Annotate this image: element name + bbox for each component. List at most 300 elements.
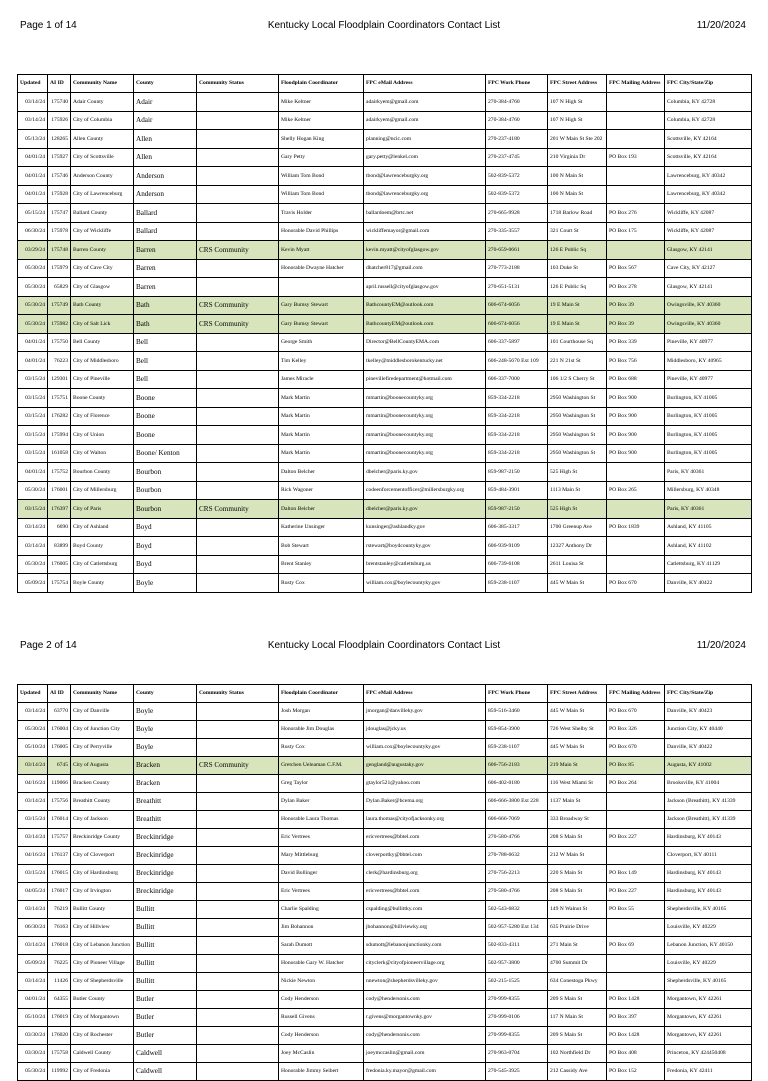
email-cell: adairkyem@gmail.com — [364, 111, 486, 130]
mailing-address-cell: PO Box 69 — [607, 937, 665, 955]
community-status-cell — [197, 426, 279, 445]
column-header: AI ID — [48, 685, 71, 703]
table-row — [18, 352, 752, 371]
table-row — [18, 370, 752, 389]
mailing-address-cell: PO Box 264 — [607, 775, 665, 793]
table-row — [18, 93, 752, 112]
street-address-cell: 201 W Main St Ste 202 — [548, 130, 607, 149]
updated-cell: 03/14/24 — [18, 518, 48, 537]
mailing-address-cell — [607, 93, 665, 112]
column-header: County — [134, 685, 197, 703]
table-row — [18, 481, 752, 500]
email-cell: planning@ncic.com — [364, 130, 486, 149]
community-status-cell — [197, 955, 279, 973]
community-name-cell: City of Ashland — [71, 518, 134, 537]
community-name-cell: City of Junction City — [71, 721, 134, 739]
street-address-cell: 2950 Washington St — [548, 426, 607, 445]
mailing-address-cell: PO Box 193 — [607, 148, 665, 167]
street-address-cell: 726 West Shelby St — [548, 721, 607, 739]
work-phone-cell: 270-384-4760 — [486, 93, 548, 112]
mailing-address-cell — [607, 537, 665, 556]
county-cell: Butler — [134, 1027, 197, 1045]
work-phone-cell: 606-939-9109 — [486, 537, 548, 556]
mailing-address-cell: PO Box 85 — [607, 757, 665, 775]
county-cell: Breathitt — [134, 793, 197, 811]
table-row — [18, 847, 752, 865]
column-header: FPC eMail Address — [364, 685, 486, 703]
mailing-address-cell — [607, 185, 665, 204]
updated-cell: 03/15/24 — [18, 865, 48, 883]
ai-id-cell: 176397 — [48, 500, 71, 519]
column-header: Community Status — [197, 685, 279, 703]
city-state-zip-cell: Catlettsburg, KY 41129 — [665, 555, 752, 574]
community-name-cell: City of Fredonia — [71, 1063, 134, 1081]
updated-cell: 05/10/24 — [18, 739, 48, 757]
ai-id-cell: 129301 — [48, 370, 71, 389]
city-state-zip-cell: Millersburg, KY 40348 — [665, 481, 752, 500]
table-row — [18, 937, 752, 955]
work-phone-cell: 606-248-5670 Ext 109 — [486, 352, 548, 371]
work-phone-cell: 270-384-4760 — [486, 111, 548, 130]
updated-cell: 03/14/24 — [18, 937, 48, 955]
coordinator-cell: Honorable Dwayne Hatcher — [279, 259, 364, 278]
ai-id-cell: 175750 — [48, 333, 71, 352]
updated-cell: 03/14/24 — [18, 901, 48, 919]
community-status-cell — [197, 1045, 279, 1063]
email-cell: BathcountyEM@outlook.com — [364, 315, 486, 334]
updated-cell: 04/01/24 — [18, 333, 48, 352]
coordinator-cell: George Smith — [279, 333, 364, 352]
city-state-zip-cell: Owingsville, KY 40360 — [665, 315, 752, 334]
county-cell: Bell — [134, 333, 197, 352]
ai-id-cell: 175740 — [48, 93, 71, 112]
county-cell: Barren — [134, 278, 197, 297]
street-address-cell: 106 1/2 S Cherry St — [548, 370, 607, 389]
ai-id-cell: 175746 — [48, 167, 71, 186]
email-cell: cody@hendersonis.com — [364, 1027, 486, 1045]
community-status-cell: CRS Community — [197, 296, 279, 315]
mailing-address-cell: PO Box 408 — [607, 1045, 665, 1063]
community-status-cell — [197, 481, 279, 500]
work-phone-cell: 270-999-0106 — [486, 1009, 548, 1027]
table-row — [18, 555, 752, 574]
ai-id-cell: 176015 — [48, 865, 71, 883]
city-state-zip-cell: Glasgow, KY 42141 — [665, 278, 752, 297]
mailing-address-cell: PO Box 900 — [607, 407, 665, 426]
updated-cell: 04/01/24 — [18, 148, 48, 167]
street-address-cell: 1137 Main St — [548, 793, 607, 811]
work-phone-cell: 270-773-2188 — [486, 259, 548, 278]
mailing-address-cell: PO Box 567 — [607, 259, 665, 278]
street-address-cell: 126 E Public Sq — [548, 241, 607, 260]
community-status-cell — [197, 185, 279, 204]
mailing-address-cell: PO Box 39 — [607, 315, 665, 334]
updated-cell: 03/29/24 — [18, 241, 48, 260]
email-cell: wickliffemayor@gmail.com — [364, 222, 486, 241]
ai-id-cell: 175747 — [48, 204, 71, 223]
updated-cell: 03/14/24 — [18, 793, 48, 811]
community-name-cell: Breckinridge County — [71, 829, 134, 847]
mailing-address-cell: PO Box 1839 — [607, 518, 665, 537]
community-status-cell — [197, 829, 279, 847]
table-header-row — [18, 685, 752, 703]
street-address-cell: 445 W Main St — [548, 739, 607, 757]
updated-cell: 04/01/24 — [18, 352, 48, 371]
community-status-cell — [197, 444, 279, 463]
mailing-address-cell: PO Box 1428 — [607, 991, 665, 1009]
community-status-cell — [197, 222, 279, 241]
mailing-address-cell: PO Box 670 — [607, 739, 665, 757]
county-cell: Breckinridge — [134, 829, 197, 847]
mailing-address-cell — [607, 241, 665, 260]
work-phone-cell: 606-674-6056 — [486, 296, 548, 315]
updated-cell: 03/14/24 — [18, 757, 48, 775]
email-cell: dbelcher@paris.ky.gov — [364, 500, 486, 519]
street-address-cell: 126 E Public Sq — [548, 278, 607, 297]
street-address-cell: 100 N Main St — [548, 185, 607, 204]
county-cell: Allen — [134, 130, 197, 149]
street-address-cell: 2950 Washington St — [548, 444, 607, 463]
community-name-cell: Boone County — [71, 389, 134, 408]
community-name-cell: City of Glasgow — [71, 278, 134, 297]
work-phone-cell: 859-484-3901 — [486, 481, 548, 500]
column-header: FPC City/State/Zip — [665, 685, 752, 703]
mailing-address-cell: PO Box 149 — [607, 865, 665, 883]
street-address-cell: 103 Duke St — [548, 259, 607, 278]
county-cell: Bracken — [134, 757, 197, 775]
mailing-address-cell: PO Box 55 — [607, 901, 665, 919]
contacts-table — [17, 684, 752, 1081]
coordinator-cell: Cody Henderson — [279, 1027, 364, 1045]
county-cell: Bullitt — [134, 955, 197, 973]
city-state-zip-cell: Lawrenceburg, KY 40342 — [665, 185, 752, 204]
table-row — [18, 130, 752, 149]
street-address-cell: 212 W Main St — [548, 847, 607, 865]
table-row — [18, 333, 752, 352]
updated-cell: 05/09/24 — [18, 574, 48, 593]
community-name-cell: City of Cloverport — [71, 847, 134, 865]
community-name-cell: City of Cave City — [71, 259, 134, 278]
community-status-cell — [197, 204, 279, 223]
coordinator-cell: Travis Holder — [279, 204, 364, 223]
work-phone-cell: 606-756-2183 — [486, 757, 548, 775]
county-cell: Ballard — [134, 204, 197, 223]
community-status-cell — [197, 937, 279, 955]
updated-cell: 03/15/24 — [18, 426, 48, 445]
ai-id-cell: 65829 — [48, 278, 71, 297]
document-title: Kentucky Local Floodplain Coordinators Contact List — [267, 20, 501, 31]
ai-id-cell: 175758 — [48, 1045, 71, 1063]
email-cell: clerk@hardinsburg.org — [364, 865, 486, 883]
work-phone-cell: 270-237-4180 — [486, 130, 548, 149]
mailing-address-cell — [607, 955, 665, 973]
ai-id-cell: 175757 — [48, 829, 71, 847]
email-cell: r.givens@morgantownky.gov — [364, 1009, 486, 1027]
email-cell: cspalding@bullittky.com — [364, 901, 486, 919]
coordinator-cell: William Tom Bond — [279, 167, 364, 186]
ai-id-cell: 119066 — [48, 775, 71, 793]
city-state-zip-cell: Hardinsburg, KY 40143 — [665, 865, 752, 883]
table-row — [18, 955, 752, 973]
ai-id-cell: 128265 — [48, 130, 71, 149]
street-address-cell: 445 W Main St — [548, 703, 607, 721]
community-name-cell: City of Shepherdsville — [71, 973, 134, 991]
updated-cell: 03/14/24 — [18, 111, 48, 130]
county-cell: Anderson — [134, 185, 197, 204]
street-address-cell: 2950 Washington St — [548, 407, 607, 426]
city-state-zip-cell: Morgantown, KY 42261 — [665, 1027, 752, 1045]
street-address-cell: 1700 Greenup Ave — [548, 518, 607, 537]
city-state-zip-cell: Wickliffe, KY 42087 — [665, 204, 752, 223]
county-cell: Boyle — [134, 721, 197, 739]
mailing-address-cell: PO Box 39 — [607, 296, 665, 315]
ai-id-cell: 175756 — [48, 793, 71, 811]
county-cell: Bracken — [134, 775, 197, 793]
coordinator-cell — [279, 278, 364, 297]
work-phone-cell: 502-215-1525 — [486, 973, 548, 991]
updated-cell: 03/15/24 — [18, 389, 48, 408]
community-status-cell — [197, 407, 279, 426]
updated-cell: 05/30/24 — [18, 481, 48, 500]
street-address-cell: 221 N 21st St — [548, 352, 607, 371]
city-state-zip-cell: Junction City, KY 40440 — [665, 721, 752, 739]
work-phone-cell: 270-999-8355 — [486, 1027, 548, 1045]
email-cell: fredonia.ky.mayor@gmail.com — [364, 1063, 486, 1081]
ai-id-cell: 176282 — [48, 407, 71, 426]
ai-id-cell: 176005 — [48, 739, 71, 757]
mailing-address-cell — [607, 463, 665, 482]
table-row — [18, 811, 752, 829]
community-name-cell: Bath County — [71, 296, 134, 315]
city-state-zip-cell: Middlesboro, KY 40965 — [665, 352, 752, 371]
ai-id-cell: 175927 — [48, 148, 71, 167]
mailing-address-cell: PO Box 670 — [607, 703, 665, 721]
mailing-address-cell: PO Box 900 — [607, 444, 665, 463]
city-state-zip-cell: Shepherdsville, KY 40165 — [665, 901, 752, 919]
ai-id-cell: 175748 — [48, 241, 71, 260]
county-cell: Bath — [134, 315, 197, 334]
community-name-cell: City of Columbia — [71, 111, 134, 130]
street-address-cell: 208 S Main St — [548, 883, 607, 901]
table-row — [18, 1063, 752, 1081]
work-phone-cell: 606-666-7069 — [486, 811, 548, 829]
column-header: Floodplain Coordinator — [279, 75, 364, 93]
community-name-cell: Adair County — [71, 93, 134, 112]
coordinator-cell: Honorable Gary W. Hatcher — [279, 955, 364, 973]
email-cell: jdouglas@jcky.us — [364, 721, 486, 739]
coordinator-cell: Shelly Hogan King — [279, 130, 364, 149]
table-row — [18, 518, 752, 537]
street-address-cell: 4700 Summit Dr — [548, 955, 607, 973]
county-cell: Adair — [134, 111, 197, 130]
community-status-cell: CRS Community — [197, 315, 279, 334]
community-name-cell: City of Middlesboro — [71, 352, 134, 371]
coordinator-cell: Jim Bohannon — [279, 919, 364, 937]
community-name-cell: City of Scottsville — [71, 148, 134, 167]
updated-cell: 06/30/24 — [18, 222, 48, 241]
email-cell: pinevillefiredepartment@hotmail.com — [364, 370, 486, 389]
work-phone-cell: 859-238-1107 — [486, 739, 548, 757]
email-cell: mmartin@boonecountyky.org — [364, 444, 486, 463]
community-status-cell — [197, 352, 279, 371]
column-header: Community Name — [71, 685, 134, 703]
column-header: Updated — [18, 685, 48, 703]
ai-id-cell: 76223 — [48, 352, 71, 371]
community-name-cell: City of Rochester — [71, 1027, 134, 1045]
community-status-cell — [197, 93, 279, 112]
county-cell: Butler — [134, 991, 197, 1009]
column-header: FPC Street Address — [548, 685, 607, 703]
table-row — [18, 829, 752, 847]
ai-id-cell: 176017 — [48, 883, 71, 901]
email-cell: codeenforcementofficer@millersburgky.org — [364, 481, 486, 500]
email-cell: april.russell@cityofglasgow.gov — [364, 278, 486, 297]
ai-id-cell: 6745 — [48, 757, 71, 775]
county-cell: Boone — [134, 407, 197, 426]
county-cell: Barren — [134, 241, 197, 260]
email-cell: jbohannon@hillviewky.org — [364, 919, 486, 937]
county-cell: Boone — [134, 389, 197, 408]
community-status-cell — [197, 865, 279, 883]
city-state-zip-cell: Columbia, KY 42728 — [665, 93, 752, 112]
email-cell: tbond@lawrenceburgky.org — [364, 167, 486, 186]
updated-cell: 05/30/24 — [18, 721, 48, 739]
table-row — [18, 537, 752, 556]
ai-id-cell: 175749 — [48, 296, 71, 315]
city-state-zip-cell: Princeton, KY 424450408 — [665, 1045, 752, 1063]
coordinator-cell: Bob Stewart — [279, 537, 364, 556]
community-name-cell: City of Pineville — [71, 370, 134, 389]
work-phone-cell: 502-839-5372 — [486, 185, 548, 204]
county-cell: Bourbon — [134, 463, 197, 482]
community-status-cell — [197, 847, 279, 865]
work-phone-cell: 270-665-9928 — [486, 204, 548, 223]
table-row — [18, 721, 752, 739]
street-address-cell: 149 N Walnut St — [548, 901, 607, 919]
document-title: Kentucky Local Floodplain Coordinators Contact List — [267, 640, 501, 651]
community-name-cell: Allen County — [71, 130, 134, 149]
coordinator-cell: Dylan Baker — [279, 793, 364, 811]
email-cell: joeymccaslin@gmail.com — [364, 1045, 486, 1063]
street-address-cell: 117 N Main St — [548, 1009, 607, 1027]
updated-cell: 03/15/24 — [18, 407, 48, 426]
email-cell: kunsinger@ashlandky.gov — [364, 518, 486, 537]
mailing-address-cell: PO Box 670 — [607, 574, 665, 593]
coordinator-cell: Gary Bumsy Stewart — [279, 315, 364, 334]
coordinator-cell: Tim Kelley — [279, 352, 364, 371]
county-cell: Bullitt — [134, 901, 197, 919]
work-phone-cell: 270-659-0661 — [486, 241, 548, 260]
work-phone-cell: 270-237-4745 — [486, 148, 548, 167]
community-name-cell: City of Jackson — [71, 811, 134, 829]
column-header: Floodplain Coordinator — [279, 685, 364, 703]
ai-id-cell: 175978 — [48, 222, 71, 241]
updated-cell: 03/15/24 — [18, 370, 48, 389]
updated-cell: 03/30/24 — [18, 1045, 48, 1063]
updated-cell: 05/30/24 — [18, 555, 48, 574]
street-address-cell: 208 S Main St — [548, 829, 607, 847]
coordinator-cell: Kevin Myatt — [279, 241, 364, 260]
coordinator-cell: Cody Henderson — [279, 991, 364, 1009]
community-status-cell — [197, 901, 279, 919]
work-phone-cell: 606-385-3317 — [486, 518, 548, 537]
county-cell: Boyle — [134, 739, 197, 757]
updated-cell: 03/15/24 — [18, 444, 48, 463]
email-cell: ballardoem@brtc.net — [364, 204, 486, 223]
community-status-cell — [197, 167, 279, 186]
table-row — [18, 389, 752, 408]
coordinator-cell: Dalton Belcher — [279, 500, 364, 519]
coordinator-cell: James Miracle — [279, 370, 364, 389]
county-cell: Bourbon — [134, 500, 197, 519]
city-state-zip-cell: Pineville, KY 40977 — [665, 370, 752, 389]
ai-id-cell: 176018 — [48, 937, 71, 955]
city-state-zip-cell: Fredonia, KY 42411 — [665, 1063, 752, 1081]
coordinator-cell: Honorable David Phillips — [279, 222, 364, 241]
street-address-cell: 333 Broadway St — [548, 811, 607, 829]
mailing-address-cell — [607, 167, 665, 186]
updated-cell: 05/30/24 — [18, 1063, 48, 1081]
community-status-cell — [197, 518, 279, 537]
community-name-cell: City of Wickliffe — [71, 222, 134, 241]
email-cell: gtaylor521@yahoo.com — [364, 775, 486, 793]
work-phone-cell: 859-334-2218 — [486, 426, 548, 445]
mailing-address-cell — [607, 811, 665, 829]
street-address-cell: 107 N High St — [548, 93, 607, 112]
community-name-cell: Butler County — [71, 991, 134, 1009]
work-phone-cell: 270-335-3557 — [486, 222, 548, 241]
community-status-cell — [197, 389, 279, 408]
mailing-address-cell: PO Box 326 — [607, 721, 665, 739]
work-phone-cell: 859-854-3900 — [486, 721, 548, 739]
mailing-address-cell: PO Box 227 — [607, 883, 665, 901]
table-row — [18, 259, 752, 278]
street-address-cell: 107 N High St — [548, 111, 607, 130]
email-cell: laura.thomas@cityofjacksonky.org — [364, 811, 486, 829]
updated-cell: 03/14/24 — [18, 537, 48, 556]
street-address-cell: 101 Courthouse Sq — [548, 333, 607, 352]
email-cell: william.cox@boylecountyky.gov — [364, 739, 486, 757]
city-state-zip-cell: Pineville, KY 40977 — [665, 333, 752, 352]
community-name-cell: Bracken County — [71, 775, 134, 793]
city-state-zip-cell: Shepherdsville, KY 40165 — [665, 973, 752, 991]
community-name-cell: City of Salt Lick — [71, 315, 134, 334]
coordinator-cell: Mark Martin — [279, 407, 364, 426]
city-state-zip-cell: Louisville, KY 40229 — [665, 955, 752, 973]
city-state-zip-cell: Jackson (Breathitt), KY 41339 — [665, 793, 752, 811]
community-name-cell: City of Irvington — [71, 883, 134, 901]
updated-cell: 05/10/24 — [18, 1009, 48, 1027]
community-status-cell — [197, 991, 279, 1009]
county-cell: Adair — [134, 93, 197, 112]
city-state-zip-cell: Louisville, KY 40229 — [665, 919, 752, 937]
street-address-cell: 445 W Main St — [548, 574, 607, 593]
street-address-cell: 634 Conestoga Pkwy — [548, 973, 607, 991]
work-phone-cell: 502-957-5280 Ext 134 — [486, 919, 548, 937]
city-state-zip-cell: Danville, KY 40422 — [665, 739, 752, 757]
city-state-zip-cell: Burlington, KY 41005 — [665, 407, 752, 426]
updated-cell: 04/01/24 — [18, 463, 48, 482]
street-address-cell: 1718 Barlow Road — [548, 204, 607, 223]
table-row — [18, 204, 752, 223]
community-name-cell: Bullitt County — [71, 901, 134, 919]
table-row — [18, 1027, 752, 1045]
community-name-cell: City of Lawrenceburg — [71, 185, 134, 204]
community-status-cell — [197, 370, 279, 389]
community-status-cell — [197, 259, 279, 278]
work-phone-cell: 502-839-5372 — [486, 167, 548, 186]
work-phone-cell: 502-957-3800 — [486, 955, 548, 973]
